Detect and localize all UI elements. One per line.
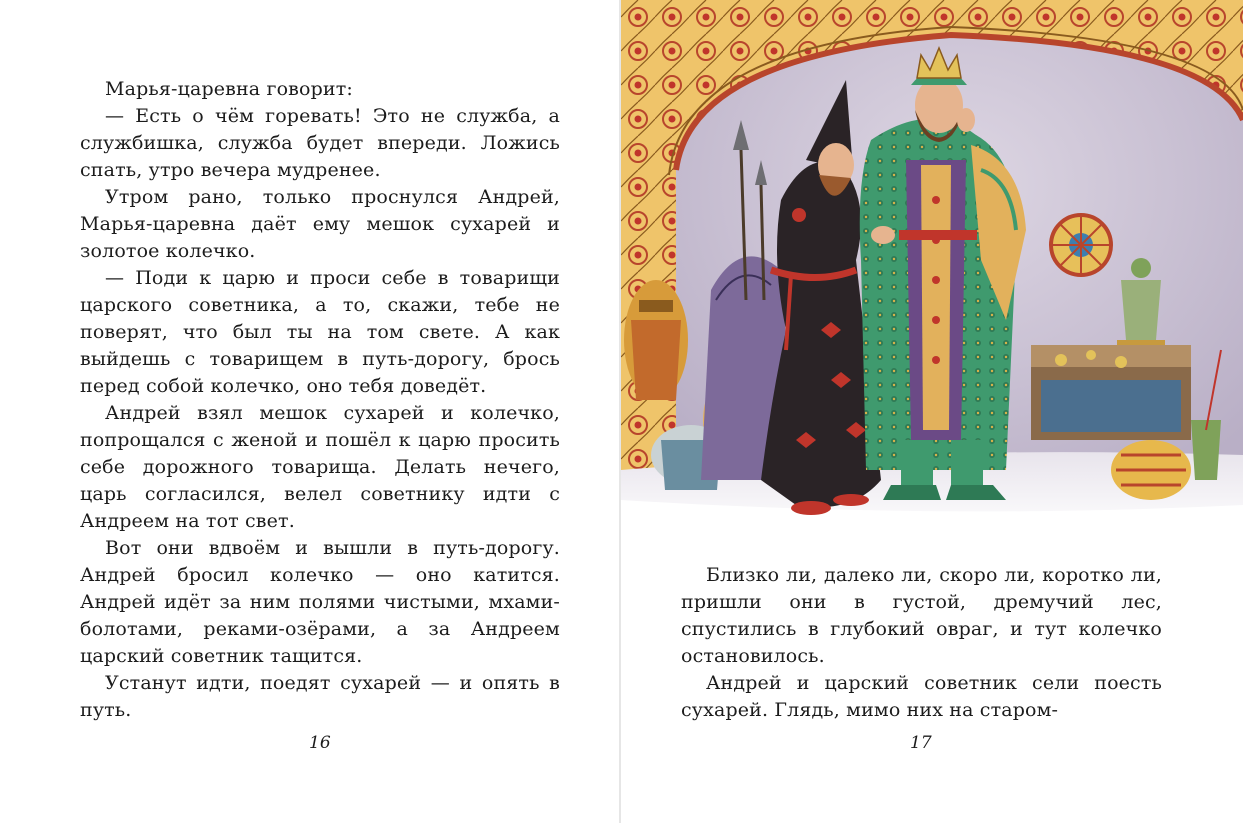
king-and-advisor-illustration-icon	[621, 0, 1243, 535]
paragraph: Утром рано, только проснулся Андрей, Марья-царевна даёт ему мешок сухарей и золотое колечко.	[80, 186, 560, 262]
paragraph: — Поди к царю и проси себе в товарищи царского советника, а то, скажи, тебе не поверят, что был ты на том свете. А как выйдешь с товарищем в путь-дорогу, брось перед собой колечко, оно тебя доведёт.	[80, 267, 560, 397]
page-number: 16	[309, 733, 331, 753]
left-page-text	[80, 76, 560, 724]
paragraph: Близко ли, далеко ли, скоро ли, коротко ли, пришли они в густой, дремучий лес, спустились в глубокий овраг, и тут колечко остановилось.	[681, 564, 1162, 667]
page-number: 17	[910, 733, 932, 753]
paragraph: Марья-царевна говорит:	[105, 78, 353, 100]
left-page	[0, 0, 620, 823]
paragraph: Устанут идти, поедят сухарей — и опять в путь.	[80, 672, 560, 721]
paragraph: — Есть о чём горевать! Это не служба, а службишка, служба будет впереди. Ложись спать, утро вечера мудренее.	[80, 105, 560, 181]
right-page	[621, 0, 1243, 823]
paragraph: Вот они вдвоём и вышли в путь-дорогу. Андрей бросил колечко — оно катится. Андрей идёт за ним полями чистыми, мхами-болотами, реками-озёрами, а за Андреем царский советник тащится.	[80, 537, 560, 667]
paragraph: Андрей взял мешок сухарей и колечко, попрощался с женой и пошёл к царю просить себе дорожного товарища. Делать нечего, царь согласился, велел советнику идти с Андреем на тот свет.	[80, 402, 560, 532]
right-page-text	[681, 562, 1162, 724]
paragraph: Андрей и царский советник сели поесть сухарей. Глядь, мимо них на старом-	[681, 672, 1162, 721]
